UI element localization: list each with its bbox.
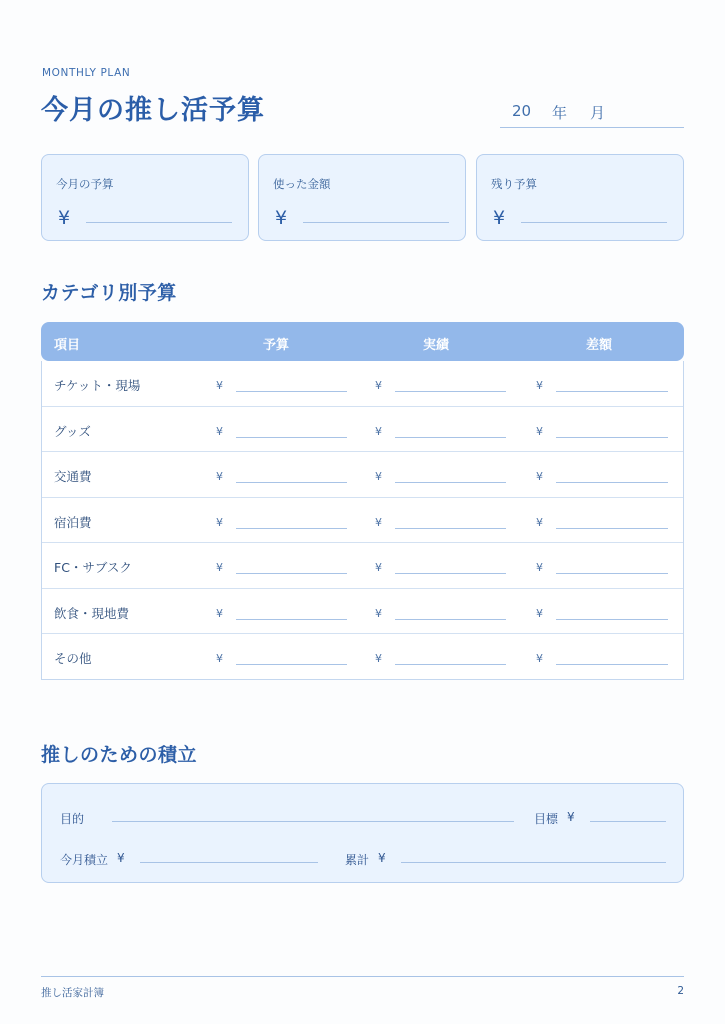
budget-input-line[interactable] <box>236 391 347 392</box>
year-prefix: 20 <box>512 102 532 120</box>
table-row <box>42 634 683 680</box>
footer-title: 推し活家計簿 <box>41 987 104 999</box>
yen-icon: ¥ <box>216 515 223 529</box>
actual-input-line[interactable] <box>395 482 506 483</box>
yen-icon: ¥ <box>216 424 223 438</box>
yen-icon: ¥ <box>536 470 543 483</box>
year-label: 年 <box>552 104 568 122</box>
page-number: 2 <box>677 985 684 997</box>
row-label: チケット・現場 <box>54 378 141 393</box>
row-label: 宿泊費 <box>54 514 92 530</box>
difference-input-line[interactable] <box>556 391 668 392</box>
yen-icon: ¥ <box>117 851 125 865</box>
actual-input-line[interactable] <box>395 528 506 529</box>
purpose-input-line[interactable] <box>112 821 514 822</box>
table-row <box>42 452 683 498</box>
column-header-item: 項目 <box>54 338 81 353</box>
footer-divider <box>41 976 684 977</box>
yen-icon: ¥ <box>567 810 575 824</box>
difference-input-line[interactable] <box>556 437 668 438</box>
yen-icon: ¥ <box>216 606 223 620</box>
actual-input-line[interactable] <box>395 619 506 620</box>
yen-icon: ¥ <box>536 379 543 392</box>
row-label: グッズ <box>54 423 91 439</box>
budget-input-line[interactable] <box>236 619 347 620</box>
actual-input-line[interactable] <box>395 664 506 665</box>
category-section-title: カテゴリ別予算 <box>41 282 177 304</box>
table-body <box>41 361 684 680</box>
yen-icon: ¥ <box>378 851 386 865</box>
budget-input-line[interactable] <box>236 573 347 574</box>
actual-input-line[interactable] <box>395 437 506 438</box>
yen-icon: ¥ <box>58 207 71 229</box>
actual-input-line[interactable] <box>395 573 506 574</box>
goal-input-line[interactable] <box>590 821 666 822</box>
remaining-input-line[interactable] <box>521 222 667 223</box>
yen-icon: ¥ <box>375 470 382 483</box>
table-row <box>42 407 683 453</box>
yen-icon: ¥ <box>536 606 543 620</box>
page-title: 今月の推し活予算 <box>41 95 265 126</box>
budget-input-line[interactable] <box>86 222 232 223</box>
row-label: FC・サブスク <box>54 560 132 575</box>
total-label: 累計 <box>345 853 370 867</box>
summary-card-spent <box>258 154 466 241</box>
eyebrow: MONTHLY PLAN <box>42 67 131 79</box>
budget-input-line[interactable] <box>236 482 347 483</box>
row-label: その他 <box>54 651 92 666</box>
column-header-actual: 実績 <box>423 338 450 353</box>
difference-input-line[interactable] <box>556 619 668 620</box>
budget-input-line[interactable] <box>236 664 347 665</box>
column-header-difference: 差額 <box>586 338 613 353</box>
difference-input-line[interactable] <box>556 664 668 665</box>
yen-icon: ¥ <box>375 379 382 392</box>
yen-icon: ¥ <box>216 379 223 392</box>
yen-icon: ¥ <box>536 561 543 574</box>
year-month-field[interactable] <box>500 100 684 128</box>
budget-input-line[interactable] <box>236 528 347 529</box>
table-row <box>42 361 683 407</box>
table-row <box>42 543 683 589</box>
yen-icon: ¥ <box>375 515 382 529</box>
yen-icon: ¥ <box>493 207 506 229</box>
category-table <box>41 322 684 680</box>
column-header-budget: 予算 <box>263 338 290 353</box>
yen-icon: ¥ <box>375 561 382 574</box>
table-header <box>41 322 684 361</box>
budget-input-line[interactable] <box>236 437 347 438</box>
summary-card-remaining <box>476 154 684 241</box>
yen-icon: ¥ <box>536 652 543 665</box>
table-row <box>42 498 683 544</box>
yen-icon: ¥ <box>536 424 543 438</box>
row-label: 飲食・現地費 <box>54 605 130 621</box>
spent-input-line[interactable] <box>303 222 449 223</box>
table-row <box>42 589 683 635</box>
difference-input-line[interactable] <box>556 482 668 483</box>
month-label: 月 <box>590 104 606 122</box>
savings-card <box>41 783 684 883</box>
yen-icon: ¥ <box>536 515 543 529</box>
total-input-line[interactable] <box>401 862 666 863</box>
summary-card-budget <box>41 154 249 241</box>
card-label: 残り予算 <box>491 177 537 191</box>
actual-input-line[interactable] <box>395 391 506 392</box>
row-label: 交通費 <box>54 469 92 484</box>
difference-input-line[interactable] <box>556 528 668 529</box>
yen-icon: ¥ <box>216 561 223 574</box>
yen-icon: ¥ <box>216 470 223 483</box>
yen-icon: ¥ <box>375 606 382 620</box>
yen-icon: ¥ <box>216 652 223 665</box>
monthly-savings-input-line[interactable] <box>140 862 318 863</box>
card-label: 使った金額 <box>273 177 331 191</box>
savings-section-title: 推しのための積立 <box>41 744 198 766</box>
difference-input-line[interactable] <box>556 573 668 574</box>
purpose-label: 目的 <box>60 812 85 826</box>
yen-icon: ¥ <box>375 424 382 438</box>
yen-icon: ¥ <box>375 652 382 665</box>
card-label: 今月の予算 <box>56 177 114 191</box>
monthly-savings-label: 今月積立 <box>60 853 109 867</box>
goal-label: 目標 <box>534 812 559 826</box>
yen-icon: ¥ <box>275 207 288 229</box>
